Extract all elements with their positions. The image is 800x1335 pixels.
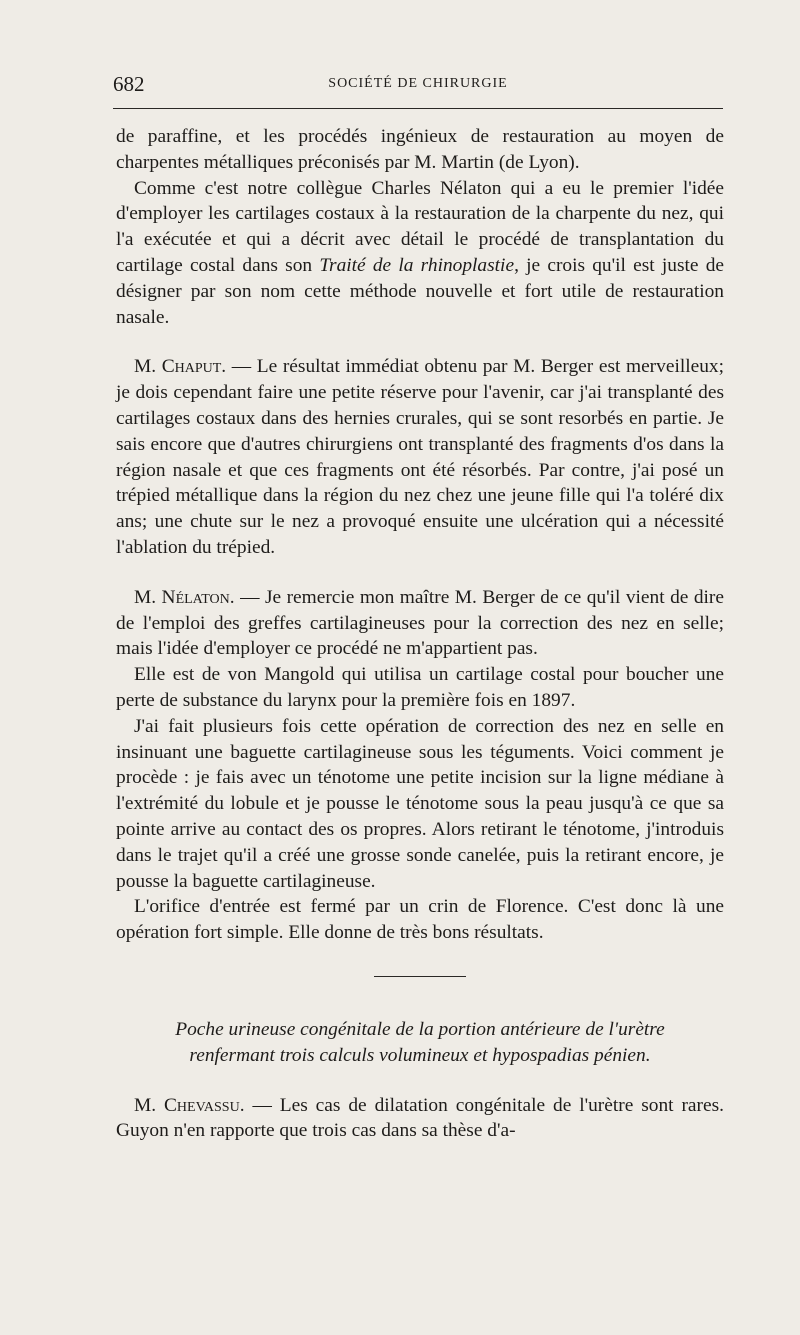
section-title: [116, 1017, 724, 1069]
paragraph-text: Elle est de von Mangold qui utilisa un cartilage costal pour boucher une perte de substance du larynx pour la première fois en 1897.: [116, 664, 724, 711]
paragraph-chevassu: [116, 1093, 724, 1145]
paragraph-text: de paraffine, et les procédés ingénieux de restauration au moyen de charpentes métalliques préconisés par M. Martin (de Lyon).: [116, 126, 724, 173]
paragraph-text: — Le résultat immédiat obtenu par M. Berger est merveilleux; je dois cependant faire une petite réserve pour l'avenir, car j'ai transplanté des cartilages costaux dans des hernies crurales, qui se sont resorbés en partie. Je sais encore que d'autres chirurgiens ont transplanté des fragments d'os dans la région nasale et que ces fragments ont été résorbés. Par contre, j'ai posé un trépied métallique dans la région du nez chez une jeune fille qui l'a toléré dix ans; une chute sur le nez a provoqué ensuite une ulcération qui a nécessité l'ablation du trépied.: [116, 356, 724, 558]
paragraph-conclusion: [116, 894, 724, 946]
paragraph-text: — Je remercie mon maître M. Berger de ce qu'il vient de dire de l'emploi des greffes cartilagineuses pour la correction des nez en selle; mais l'idée d'employer ce procédé ne m'appartient pas.: [116, 586, 724, 660]
paragraph-text: J'ai fait plusieurs fois cette opération de correction des nez en selle en insinuant une baguette cartilagineuse sous les téguments. Voici comment je procède : je fais avec un ténotome une petite incision sur la ligne médiane à l'extrémité du lobule et je pousse le ténotome sous la peau jusqu'à ce que sa pointe arrive au contact des os propres. Alors retirant le ténotome, j'introduis dans le trajet qu'il a créé une grosse sonde canelée, puis la retirant encore, je pousse la baguette cartilagineuse.: [116, 715, 724, 892]
paragraph-nelaton-credit: [116, 176, 724, 331]
paragraph-nelaton: [116, 585, 724, 662]
header-rule: [113, 108, 723, 109]
paragraph-text: — Les cas de dilatation congénitale de l'urètre sont rares. Guyon n'en rapporte que trois cas dans sa thèse d'a-: [116, 1094, 724, 1142]
section-title-line-2: renfermant trois calculs volumineux et hypospadias pénien.: [189, 1044, 651, 1066]
book-title: Traité de la rhinoplastie: [319, 254, 515, 276]
paragraph-chaput: [116, 354, 724, 560]
page-header: [113, 70, 723, 100]
paragraph-procedure: [116, 714, 724, 895]
speaker-name: M. Chaput.: [134, 356, 227, 378]
section-separator: [374, 976, 466, 977]
paragraph-mangold: [116, 662, 724, 714]
page-body: [116, 124, 724, 1144]
paragraph-continuation: [116, 124, 724, 176]
paragraph-text: , je crois qu'il est juste de désigner par son nom cette méthode nouvelle et fort utile de restauration nasale.: [116, 254, 725, 328]
paragraph-text: L'orifice d'entrée est fermé par un crin de Florence. C'est donc là une opération fort simple. Elle donne de très bons résultats.: [116, 896, 724, 944]
speaker-name: M. Nélaton.: [134, 586, 235, 608]
paragraph-text: Comme c'est notre collègue Charles Nélaton qui a eu le premier l'idée d'employer les cartilages costaux à la restauration de la charpente du nez, qui l'a exécutée et qui a décrit avec détail le procédé de transplantation du cartilage costal dans son: [116, 177, 724, 276]
speaker-name: M. Chevassu.: [134, 1094, 245, 1116]
section-title-line-1: Poche urineuse congénitale de la portion antérieure de l'urètre: [175, 1018, 665, 1040]
page-number: 682: [113, 72, 145, 96]
running-head: SOCIÉTÉ DE CHIRURGIE: [328, 76, 508, 91]
